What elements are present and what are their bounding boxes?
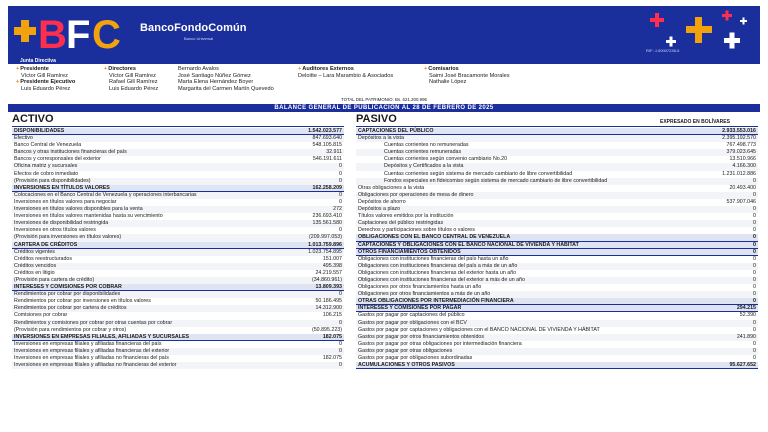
activo-section-row [12,334,344,341]
row-value: 135.561.580 [312,220,342,227]
pasivo-section-row [356,298,758,305]
pasivo-row [356,320,758,327]
activo-row [12,192,344,199]
row-label: OBLIGACIONES CON EL BANCO CENTRAL DE VENEZUELA [358,234,511,241]
row-value: 0 [753,248,756,255]
row-label: Créditos en litigio [14,269,55,276]
activo-row [12,249,344,256]
row-label: Inversiones en empresas filiales y afiliadas no financieras del exterior [14,362,177,369]
activo-row [12,348,344,355]
junta-directiva-title: Junta Directiva [20,58,56,64]
row-label: Inversiones en otros títulos valores [14,227,96,234]
row-label: Efectivo [14,135,33,142]
row-value: 0 [339,198,342,205]
row-value: 0 [339,291,342,298]
row-label: OTROS FINANCIAMIENTOS OBTENIDOS [358,248,461,255]
directores-column-2 [178,66,274,92]
activo-table [12,128,344,369]
row-label: Créditos vigentes [14,248,55,255]
activo-row [12,199,344,206]
row-value: 1.542.023.577 [308,128,342,134]
comisario-name: Nathalie López [429,79,467,86]
row-value: 13.809.393 [315,284,342,291]
director-name: Marta Elena Hernández Boyer [178,79,254,86]
pasivo-title: PASIVO [356,113,397,125]
row-label: INTERESES Y COMISIONES POR COBRAR [14,284,122,291]
activo-row [12,277,344,284]
pasivo-section-row [356,128,758,135]
row-value: 2.933.553.016 [722,128,756,134]
row-label: Captaciones del público restringidas [358,220,444,227]
pasivo-row [356,284,758,291]
activo-row [12,327,344,334]
row-label: (Provisión para cartera de crédito) [14,276,95,283]
pasivo-row [356,135,758,142]
svg-text:C: C [92,13,121,55]
row-value: 548.105.815 [312,142,342,149]
row-value: 162.258.209 [312,184,342,191]
row-value: 379.023.645 [726,149,756,156]
bfc-logo [12,9,136,55]
row-label: Banco Central de Venezuela [14,142,82,149]
row-label: Obligaciones con instituciones financieras del exterior hasta un año [358,269,517,276]
activo-row [12,227,344,234]
row-value: 0 [339,163,342,170]
auditores-column [298,66,393,79]
activo-row [12,135,344,142]
row-value: 0 [753,340,756,347]
row-label: Obligaciones por operaciones de mesa de dinero [358,191,474,198]
rif-number: RIF: J-00007238-5 [646,48,680,53]
row-value: 1.231.012.886 [722,170,756,177]
activo-row [12,256,344,263]
row-value: 0 [753,284,756,291]
row-label: Obligaciones con instituciones financieras del país hasta un año [358,255,509,262]
directores-label: + Directores [104,66,158,73]
row-value: 182.075 [322,333,342,340]
row-value: 0 [339,191,342,198]
activo-row [12,270,344,277]
row-label: Inversiones en empresas filiales y afiliadas no financieras del país [14,355,169,361]
row-label: Inversiones de disponibilidad restringida [14,220,109,227]
pasivo-section-row [356,362,758,369]
row-label: Gastos por pagar por obligaciones con el BCV [358,319,467,326]
row-label: Gastos por pagar por captaciones del público [358,312,465,319]
row-value: 0 [753,319,756,326]
pasivo-row [356,263,758,270]
row-value: 847.693.640 [312,135,342,142]
row-label: (Provisión para rendimientos por cobrar y otros) [14,326,127,333]
row-value: 1.023.754.895 [308,248,342,255]
row-value: 767.498.773 [726,142,756,149]
row-label: Obligaciones por otros financiamientos hasta un año [358,284,482,291]
presidente-ejecutivo-name: Luis Eduardo Pérez [21,85,71,92]
row-value: 0 [753,291,756,298]
row-value: 14.312.900 [315,305,342,312]
director-name: José Santiago Núñez Gómez [178,72,251,79]
currency-note: EXPRESADO EN BOLÍVARES [660,119,730,125]
comisario-name: Saimi José Bracamonte Morales [429,72,510,79]
row-label: CARTERA DE CRÉDITOS [14,241,78,248]
row-value: 20.493.400 [729,184,756,191]
svg-text:B: B [38,13,67,55]
row-value: 50.186.495 [315,298,342,305]
row-value: 0 [339,227,342,234]
activo-section-row [12,284,344,291]
row-label: Bancos y corresponsales del exterior [14,156,101,163]
row-label: (Provisión para inversiones en títulos valores) [14,234,122,241]
row-label: Cuentas corrientes remuneradas [384,149,462,156]
row-label: Obligaciones por otros financiamientos a más de un año [358,291,491,298]
row-label: Cuentas corrientes según convenio cambiario No.20 [384,156,508,163]
pasivo-rule [356,126,758,127]
presidente-name: Víctor Gill Ramírez [21,72,68,79]
auditores-label: + Auditores Externos [298,66,393,73]
row-label: Bancos y otras instituciones financieras del país [14,149,127,156]
row-label: Inversiones en títulos valores mantenidas hasta su vencimiento [14,213,163,220]
row-value: (34.860.961) [311,276,342,283]
activo-row [12,178,344,185]
row-value: 0 [753,276,756,283]
row-label: Inversiones en títulos valores disponibles para la venta [14,206,143,213]
activo-row [12,320,344,327]
row-value: (209.997.053) [309,234,342,241]
comisarios-column [424,66,510,86]
row-label: Cuentas corrientes según sistema de mercado cambiario de libre convertibilidad [384,170,573,177]
pasivo-row [356,156,758,163]
row-label: Rendimientos por cobrar por inversiones en títulos valores [14,298,151,305]
row-value: 241.890 [736,333,756,340]
presidency-column [16,66,75,92]
row-label: Créditos reestructurados [14,255,72,262]
pasivo-row [356,149,758,156]
board-of-directors [8,64,760,98]
row-label: Depósitos y Certificados a la vista [384,163,464,170]
pasivo-table [356,128,758,369]
row-value: (50.895.223) [311,326,342,333]
row-label: DISPONIBILIDADES [14,128,65,134]
activo-row [12,220,344,227]
row-value: 52.390 [739,312,756,319]
row-label: Rendimientos y comisiones por cobrar por otras cuentas por cobrar [14,319,173,326]
activo-row [12,234,344,241]
row-value: 0 [753,191,756,198]
row-value: 0 [753,347,756,354]
pasivo-section-row [356,249,758,256]
row-label: Gastos por pagar por otros financiamientos obtenidos [358,333,485,340]
row-label: Colocaciones en el Banco Central de Venezuela y operaciones interbancarias [14,191,197,198]
row-value: 151.007 [322,255,342,262]
pasivo-row [356,206,758,213]
activo-section-row [12,128,344,135]
row-label: Comisiones por cobrar [14,312,68,319]
row-value: 106.215 [322,312,342,319]
row-value: 0 [339,319,342,326]
row-value: 0 [753,326,756,333]
row-label: Depósitos a plazo [358,206,401,213]
pasivo-row [356,178,758,185]
total-patrimonio: TOTAL DEL PATRIMONIO: Bs. 621.200.996 [341,97,427,102]
pasivo-row [356,192,758,199]
row-value: 13.510.966 [729,156,756,163]
row-label: Rendimientos por cobrar por cartera de créditos [14,305,127,312]
director-name: Bernardo Avalos [178,66,219,72]
pasivo-row [356,142,758,149]
row-label: Gastos por pagar por otras obligaciones por intermediación financiera [358,340,522,347]
pasivo-row [356,220,758,227]
row-value: 0 [339,170,342,177]
row-label: CAPTACIONES DEL PÚBLICO [358,128,434,134]
row-value: 0 [753,241,756,248]
row-value: 182.075 [322,355,342,361]
row-value: 2.395.192.570 [722,135,756,142]
row-label: Gastos por pagar por obligaciones subordinadas [358,355,473,361]
director-name: Luis Eduardo Pérez [109,85,159,92]
activo-row [12,213,344,220]
row-value: 0 [339,347,342,354]
brand-name: BancoFondoComún [140,22,247,34]
director-name: Rafael Gill Ramírez [109,79,158,86]
row-value: 0 [753,177,756,184]
activo-row [12,156,344,163]
pasivo-row [356,327,758,334]
activo-title: ACTIVO [12,113,54,125]
pasivo-row [356,163,758,170]
row-value: 0 [339,177,342,184]
pasivo-section-row [356,234,758,241]
row-label: Rendimientos por cobrar por disponibilidades [14,291,121,298]
pasivo-row [356,185,758,192]
row-value: 0 [753,355,756,361]
activo-section-row [12,242,344,249]
comisarios-label: + Comisarios [424,66,510,73]
pasivo-row [356,171,758,178]
pasivo-row [356,334,758,341]
activo-row [12,341,344,348]
presidente-ejecutivo-label: + Presidente Ejecutivo [16,79,75,86]
row-value: 294.215 [736,305,756,312]
row-value: 272 [333,206,342,213]
row-label: Derechos y participaciones sobre títulos o valores [358,227,475,234]
activo-row [12,206,344,213]
activo-row [12,163,344,170]
svg-text:F: F [66,13,91,55]
activo-row [12,298,344,305]
row-label: INVERSIONES EN EMPRESAS FILIALES, AFILIADAS Y SUCURSALES [14,333,190,340]
pasivo-row [356,277,758,284]
row-label: Créditos vencidos [14,262,57,269]
row-value: 0 [339,340,342,347]
pasivo-row [356,312,758,319]
row-label: INTERESES Y COMISIONES POR PAGAR [358,305,462,312]
row-value: 236.693.410 [312,213,342,220]
pasivo-row [356,270,758,277]
activo-row [12,263,344,270]
row-value: 0 [753,220,756,227]
row-value: 0 [753,206,756,213]
row-value: 495.398 [322,262,342,269]
row-value: 0 [753,227,756,234]
presidente-label: + Presidente [16,66,75,73]
row-value: 0 [753,262,756,269]
auditores-name: Deloitte – Lara Marambio & Asociados [298,72,394,79]
row-label: (Provisión para disponibilidades) [14,177,91,184]
row-label: Fondos especiales en fideicomiso según sistema de mercado cambiario de libre convertibilidad [384,177,608,184]
row-label: Depósitos a la vista [358,135,404,142]
activo-row [12,305,344,312]
row-value: 0 [753,213,756,220]
row-value: 0 [753,255,756,262]
pasivo-row [356,199,758,206]
pasivo-section-row [356,305,758,312]
pasivo-row [356,256,758,263]
activo-row [12,149,344,156]
row-value: 24.219.557 [315,269,342,276]
row-value: 95.627.652 [729,362,756,369]
director-name: Víctor Gill Ramírez [109,72,156,79]
activo-rule [12,126,344,127]
row-label: Cuentas corrientes no remuneradas [384,142,469,149]
row-label: Otras obligaciones a la vista [358,184,425,191]
row-label: OTRAS OBLIGACIONES POR INTERMEDIACIÓN FINANCIERA [358,298,514,305]
row-label: Efectos de cobro inmediato [14,170,79,177]
row-value: 0 [753,269,756,276]
balance-title: BALANCE GENERAL DE PUBLICACIÓN AL 28 DE FEBRERO DE 2025 [8,104,760,112]
row-label: Obligaciones con instituciones financieras del país a más de un año [358,262,518,269]
row-label: Inversiones en empresas filiales y afiliadas financieras del país [14,340,162,347]
activo-row [12,355,344,362]
activo-row [12,171,344,178]
pasivo-row [356,355,758,362]
activo-row [12,312,344,319]
row-label: ACUMULACIONES Y OTROS PASIVOS [358,362,455,369]
pasivo-section-row [356,242,758,249]
row-label: Inversiones en empresas filiales y afiliadas financieras del exterior [14,347,170,354]
director-name: Margarita del Carmen Martín Quevedo [178,85,274,92]
row-label: INVERSIONES EN TÍTULOS VALORES [14,184,110,191]
activo-row [12,142,344,149]
row-value: 0 [753,298,756,305]
pasivo-row [356,341,758,348]
directores-column [104,66,158,92]
row-value: 32.911 [326,149,342,156]
activo-section-row [12,185,344,192]
row-label: Depósitos de ahorro [358,198,406,205]
row-value: 1.013.759.896 [308,241,342,248]
row-label: CAPTACIONES Y OBLIGACIONES CON EL BANCO NACIONAL DE VIVIENDA Y HÁBITAT [358,241,579,248]
row-label: Oficina matriz y sucursales [14,163,78,170]
row-value: 537.907.046 [726,198,756,205]
row-label: Obligaciones con instituciones financieras del exterior a más de un año [358,276,525,283]
pasivo-row [356,213,758,220]
row-label: Títulos valores emitidos por la institución [358,213,454,220]
activo-row [12,291,344,298]
row-value: 0 [339,362,342,369]
row-label: Gastos por pagar por otras obligaciones [358,347,453,354]
row-value: 0 [753,234,756,241]
row-value: 546.191.611 [312,156,342,163]
brand-subtitle: Banco Universal [184,36,214,41]
header-banner [8,6,760,58]
row-label: Inversiones en títulos valores para negociar [14,198,117,205]
activo-row [12,362,344,369]
pasivo-row [356,227,758,234]
row-label: Gastos por pagar por captaciones y obligaciones con el BANCO NACIONAL DE VIVIENDA Y HÁBITAT [358,326,600,333]
row-value: 4.166.300 [732,163,756,170]
pasivo-row [356,348,758,355]
